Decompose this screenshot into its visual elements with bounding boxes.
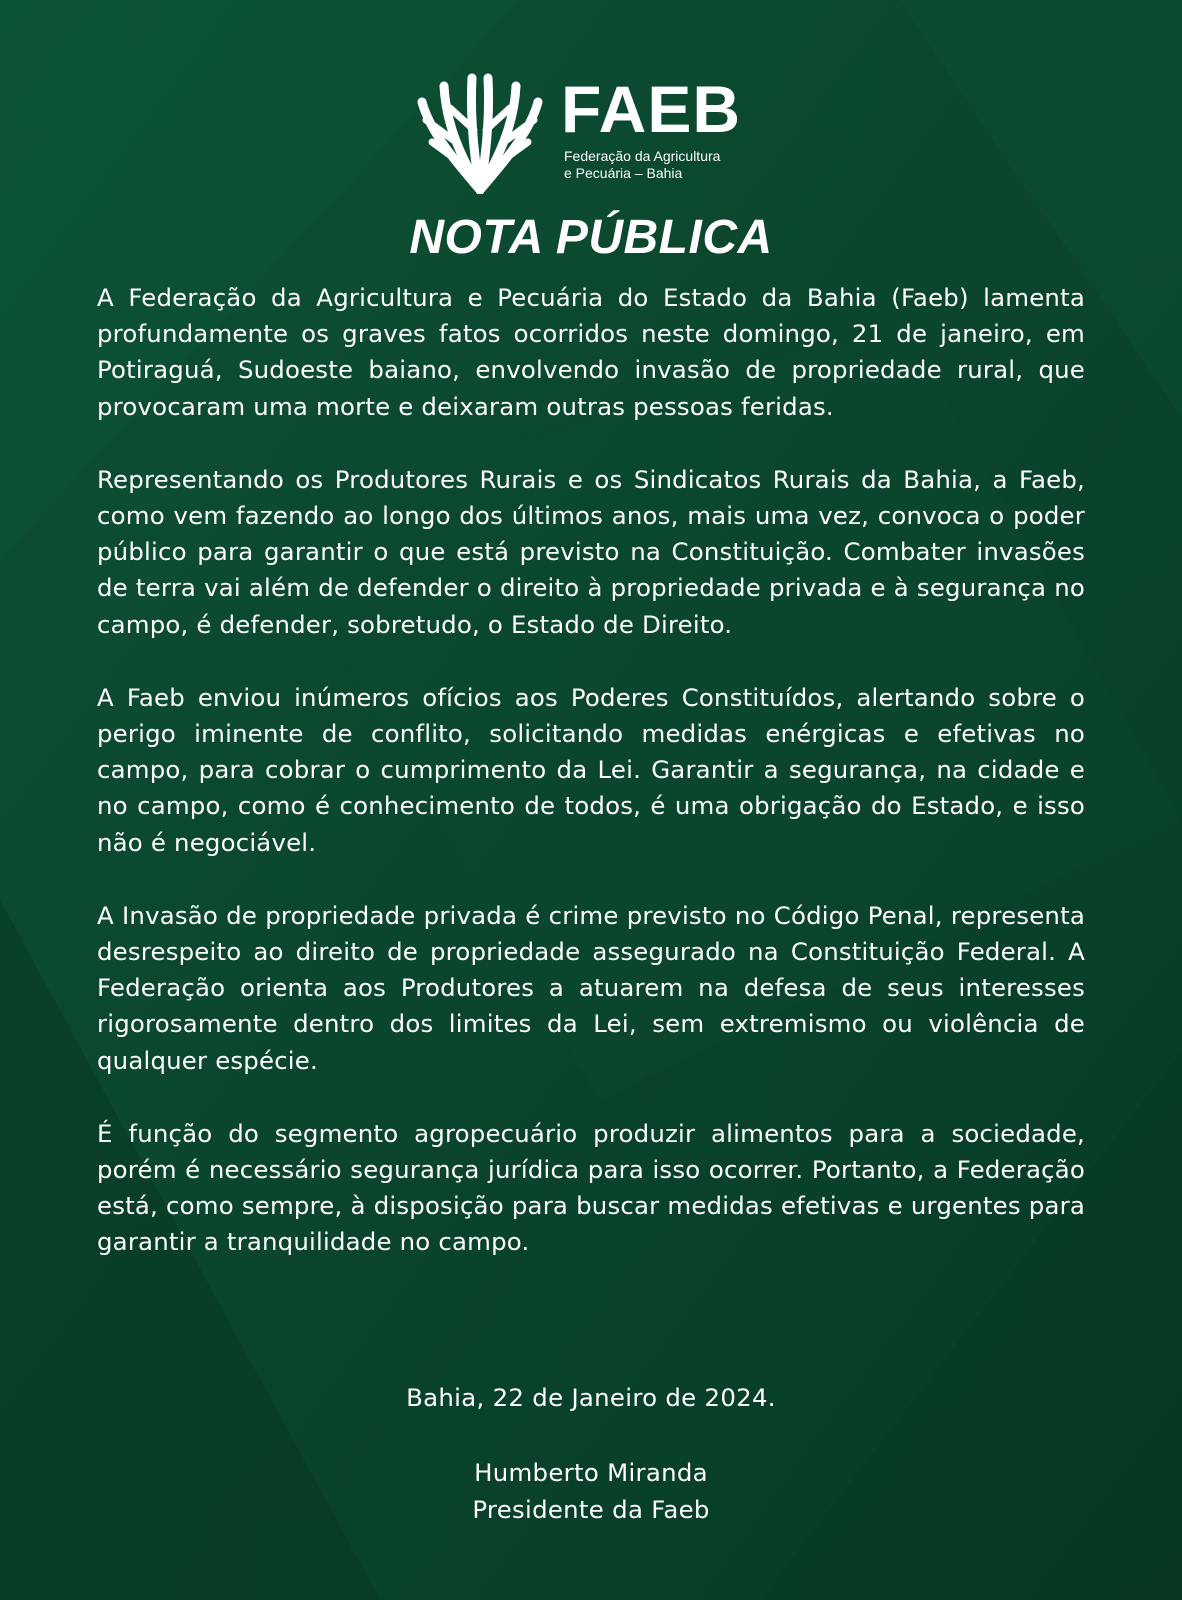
note-body [97,280,1085,1298]
page-title: NOTA PÚBLICA [409,211,773,264]
faeb-logo [416,70,756,200]
paragraph: É função do segmento agropecuário produzir alimentos para a sociedade, porém é necessário segurança jurídica para isso ocorrer. Portanto, a Federação está, como sempre, à disposição para buscar medidas efetivas e urgentes para garantir a tranquilidade no campo. [97,1118,1085,1257]
date-line: Bahia, 22 de Janeiro de 2024. [406,1383,776,1412]
signature-name: Humberto Miranda [474,1458,708,1487]
paragraph: A Faeb enviou inúmeros ofícios aos Poderes Constituídos, alertando sobre o perigo iminente de conflito, solicitando medidas enérgicas e efetivas no campo, para cobrar o cumprimento da Lei. Garantir a segurança, na cidade e no campo, como é conhecimento de todos, é uma obrigação do Estado, e isso não é negociável. [97,682,1085,857]
signature-role: Presidente da Faeb [472,1495,710,1524]
brand-name: FAEB [561,72,742,146]
brand-subtitle [564,148,764,182]
paragraph: A Federação da Agricultura e Pecuária do Estado da Bahia (Faeb) lamenta profundamente os graves fatos ocorridos neste domingo, 21 de janeiro, em Potiraguá, Sudoeste baiano, envolvendo invasão de propriedade rural, que provocaram uma morte e deixaram outras pessoas feridas. [97,283,1085,421]
brand-subtitle-line-1: Federação da Agricultura [564,148,721,164]
paragraph: Representando os Produtores Rurais e os Sindicatos Rurais da Bahia, a Faeb, como vem fazendo ao longo dos últimos anos, mais uma vez, convoca o poder público para garantir o que está previsto na Constituição. Combater invasões de terra vai além de defender o direito à propriedade privada e à segurança no campo, é defender, sobretudo, o Estado de Direito. [97,464,1085,639]
brand-subtitle-line-2: e Pecuária – Bahia [564,165,683,181]
paragraph: A Invasão de propriedade privada é crime previsto no Código Penal, representa desrespeito ao direito de propriedade assegurado na Constituição Federal. A Federação orienta aos Produtores a atuarem na defesa de seus interesses rigorosamente dentro dos limites da Lei, sem extremismo ou violência de qualquer espécie. [97,900,1085,1075]
leaf-fan-emblem-icon [416,72,544,194]
